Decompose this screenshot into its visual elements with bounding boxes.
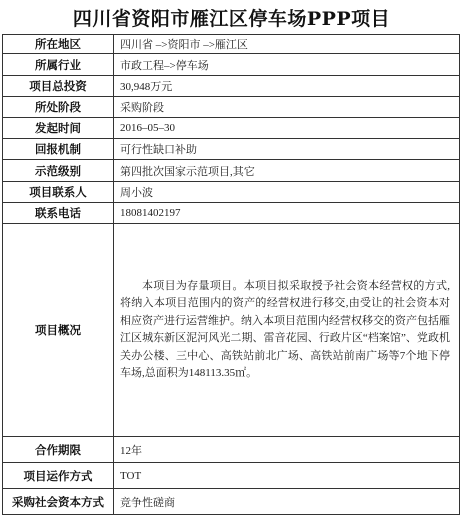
- field-label: 示范级别: [3, 160, 114, 182]
- field-label: 所在地区: [3, 35, 114, 54]
- field-value: 周小波: [114, 182, 460, 203]
- field-value: 可行性缺口补助: [114, 139, 460, 160]
- field-label: 回报机制: [3, 139, 114, 160]
- row-region: [3, 35, 460, 54]
- field-value: TOT: [114, 463, 460, 489]
- page-title: 四川省资阳市雁江区停车场PPP项目: [72, 7, 391, 30]
- field-value: 竞争性磋商: [114, 489, 460, 515]
- row-launch-date: [3, 118, 460, 139]
- field-value: 30,948万元: [114, 76, 460, 97]
- row-demo-level: [3, 160, 460, 182]
- row-operation-mode: [3, 463, 460, 489]
- field-value: 2016–05–30: [114, 118, 460, 139]
- field-value: 12年: [114, 437, 460, 463]
- row-total-investment: [3, 76, 460, 97]
- field-label: 合作期限: [3, 437, 114, 463]
- row-industry: [3, 54, 460, 76]
- field-value: 第四批次国家示范项目,其它: [114, 160, 460, 182]
- field-label: 所处阶段: [3, 97, 114, 118]
- overview-text: 本项目为存量项目。本项目拟采取授予社会资本经营权的方式,将纳入本项目范围内的资产的经营权进行移交,由受让的社会资本对相应资产进行运营维护。纳入本项目范围内经营权移交的资产包括雁江区城东新区泥河风光二期、雷音花园、行政片区“档案馆”、党政机关办公楼、三中心、高铁站前北广场、高铁站前南广场等7个地下停车场,总面积为148113.35㎡。: [114, 224, 460, 437]
- field-value: 采购阶段: [114, 97, 460, 118]
- field-label: 项目联系人: [3, 182, 114, 203]
- row-procurement-method: [3, 489, 460, 515]
- field-value: 18081402197: [114, 203, 460, 224]
- project-info-table: [2, 34, 460, 515]
- field-label: 项目总投资: [3, 76, 114, 97]
- field-label: 联系电话: [3, 203, 114, 224]
- row-stage: [3, 97, 460, 118]
- overview-label: 项目概况: [3, 224, 114, 437]
- row-return-mechanism: [3, 139, 460, 160]
- field-value: 市政工程–>停车场: [114, 54, 460, 76]
- row-contact-person: [3, 182, 460, 203]
- field-label: 项目运作方式: [3, 463, 114, 489]
- field-label: 发起时间: [3, 118, 114, 139]
- field-label: 采购社会资本方式: [3, 489, 114, 515]
- row-overview: [3, 224, 460, 437]
- row-contact-phone: [3, 203, 460, 224]
- field-label: 所属行业: [3, 54, 114, 76]
- field-value: 四川省 –>资阳市 –>雁江区: [114, 35, 460, 54]
- row-cooperation-period: [3, 437, 460, 463]
